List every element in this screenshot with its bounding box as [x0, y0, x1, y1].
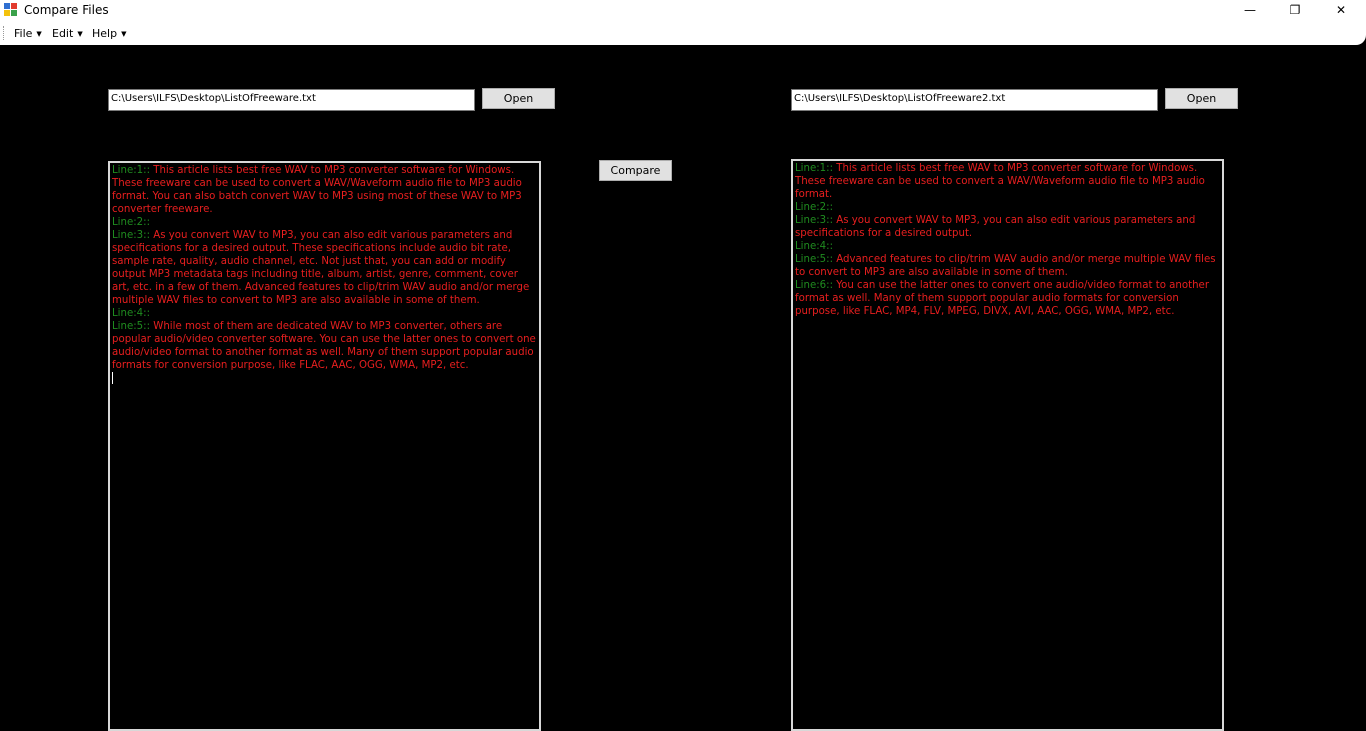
line-label: Line:2:: — [112, 217, 151, 228]
line-label: Line:3:: — [795, 215, 834, 226]
line-label: Line:1:: — [112, 165, 151, 176]
compare-button[interactable]: Compare — [599, 160, 672, 181]
left-file-path-input[interactable]: C:\Users\ILFS\Desktop\ListOfFreeware.txt — [108, 89, 475, 111]
text-line — [112, 307, 537, 320]
text-line — [795, 214, 1220, 240]
line-label: Line:5:: — [795, 254, 834, 265]
close-icon: ✕ — [1335, 3, 1347, 17]
text-line — [112, 229, 537, 307]
text-line — [795, 279, 1220, 318]
text-line — [112, 164, 537, 216]
line-text: This article lists best free WAV to MP3 converter software for Windows. These freeware can be used to convert a WAV/Waveform audio file to MP3 audio format. — [795, 163, 1205, 200]
line-text: While most of them are dedicated WAV to MP3 converter, others are popular audio/video converter software. You can use the latter ones to convert one audio/video format to another format as well. Many of them support popular audio formats for conversion purpose, like FLAC, AAC, OGG, WMA, MP2, etc. — [112, 321, 536, 371]
menu-file[interactable] — [14, 27, 42, 40]
left-file-content-textbox[interactable] — [108, 161, 541, 731]
line-text: As you convert WAV to MP3, you can also edit various parameters and specifications for a desired output. These specifications include audio bit rate, sample rate, quality, audio channel, etc. Not just that, you can add or modify output MP3 metadata tags including title, album, artist, genre, comment, cover art, etc. in a few of them. Advanced features to clip/trim WAV audio and/or merge multiple WAV files to convert to MP3 are also available in some of them. — [112, 230, 530, 306]
app-window-icon — [4, 3, 17, 16]
chevron-down-icon: ▼ — [121, 30, 127, 38]
left-open-button[interactable]: Open — [482, 88, 555, 109]
text-line — [795, 253, 1220, 279]
minimize-icon: — — [1244, 3, 1256, 17]
line-label: Line:4:: — [795, 241, 834, 252]
window-title: Compare Files — [24, 3, 109, 17]
right-open-button[interactable]: Open — [1165, 88, 1238, 109]
chevron-down-icon: ▼ — [77, 30, 83, 38]
line-label: Line:4:: — [112, 308, 151, 319]
line-text: As you convert WAV to MP3, you can also edit various parameters and specifications for a desired output. — [795, 215, 1196, 239]
menu-edit[interactable] — [52, 27, 83, 40]
chevron-down-icon: ▼ — [36, 30, 42, 38]
line-label: Line:1:: — [795, 163, 834, 174]
line-label: Line:2:: — [795, 202, 834, 213]
text-line — [795, 162, 1220, 201]
text-line — [112, 320, 537, 372]
text-line — [795, 201, 1220, 214]
menu-file-label: File — [14, 27, 33, 40]
restore-icon: ❐ — [1289, 3, 1301, 17]
right-file-path-input[interactable]: C:\Users\ILFS\Desktop\ListOfFreeware2.txt — [791, 89, 1158, 111]
minimize-button[interactable] — [1227, 0, 1273, 20]
menu-help-label: Help — [92, 27, 118, 40]
close-button[interactable] — [1318, 0, 1364, 20]
menu-help[interactable] — [92, 27, 126, 40]
line-text: You can use the latter ones to convert one audio/video format to another format as well. Many of them support popular audio formats for conversion purpose, like FLAC, MP4, FLV, MPEG, DIVX, AVI, AAC, OGG, WMA, MP2, etc. — [795, 280, 1210, 317]
right-file-content-textbox[interactable] — [791, 159, 1224, 731]
text-line — [112, 216, 537, 229]
line-label: Line:6:: — [795, 280, 834, 291]
title-bar — [0, 0, 1366, 20]
menu-bar — [0, 20, 1366, 45]
text-caret — [112, 372, 113, 384]
line-text: Advanced features to clip/trim WAV audio and/or merge multiple WAV files to convert to MP3 are also available in some of them. — [795, 254, 1216, 278]
maximize-button[interactable] — [1272, 0, 1318, 20]
text-line — [795, 240, 1220, 253]
line-text: This article lists best free WAV to MP3 converter software for Windows. These freeware can be used to convert a WAV/Waveform audio file to MP3 audio format. You can also batch convert WAV to MP3 using most of these WAV to MP3 converter freeware. — [112, 165, 522, 215]
menu-edit-label: Edit — [52, 27, 74, 40]
menu-grip — [3, 26, 5, 40]
line-label: Line:5:: — [112, 321, 151, 332]
line-label: Line:3:: — [112, 230, 151, 241]
